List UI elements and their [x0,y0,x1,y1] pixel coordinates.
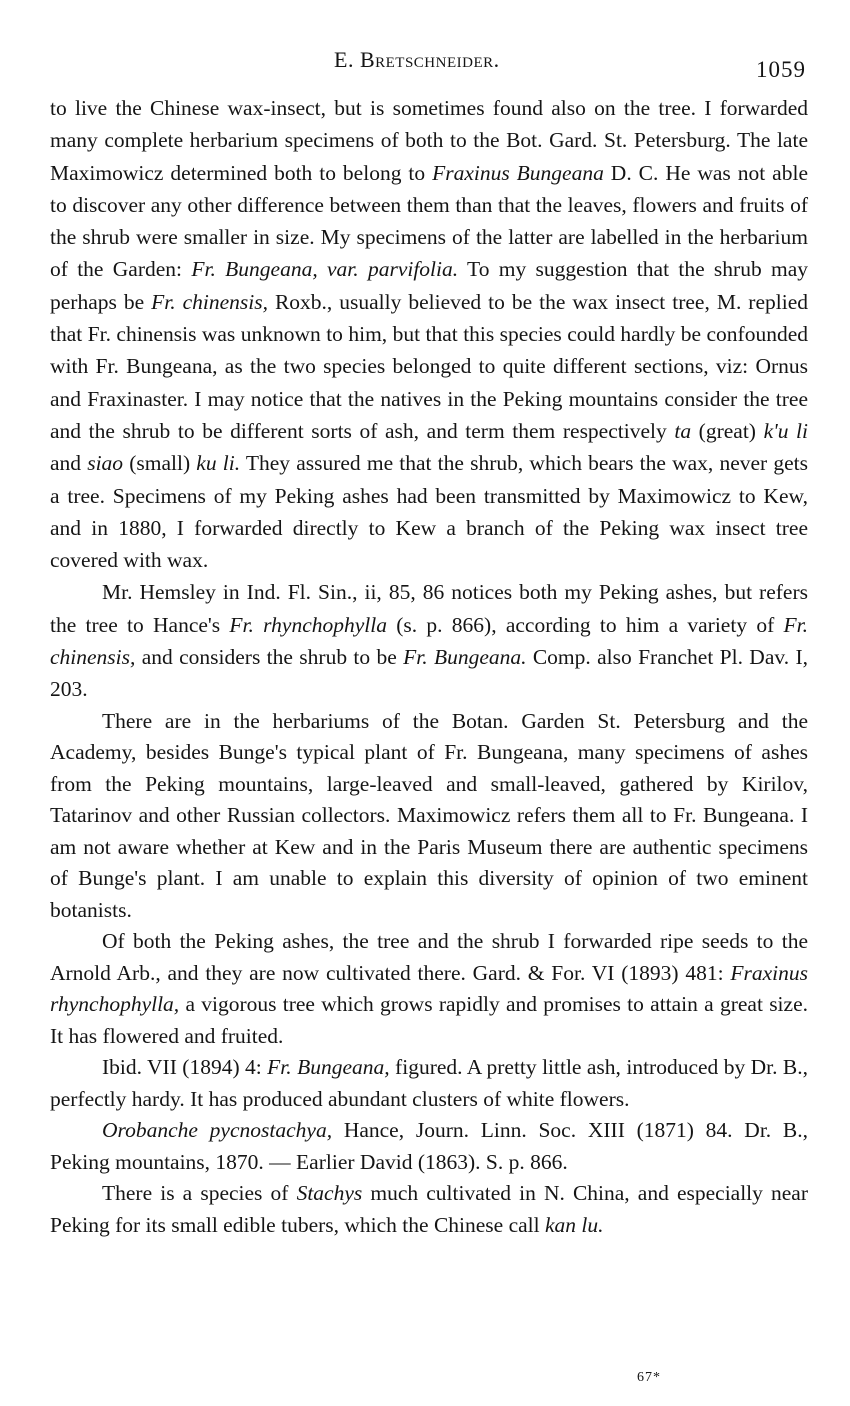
paragraph [50,1178,808,1241]
text-segment: (s. p. 866), according to him a variety of [386,612,784,637]
text-segment: Ibid. VII (1894) 4: [102,1055,268,1080]
paragraph [50,1115,808,1178]
text-segment: There is a species of [102,1181,297,1206]
text-segment: To my suggestion that the shrub may perhaps be [50,257,809,314]
page-number: 1059 [756,57,806,82]
italic-text-segment: Orobanche pycnostachya, [102,1118,333,1143]
italic-text-segment: siao [87,451,124,476]
italic-text-segment: Fr. Bungeana, [267,1055,390,1080]
italic-text-segment: Fr. rhynchophylla [229,612,387,637]
text-segment: D. C. He was not able to discover any other difference between them than that the leaves, flowers and fruits of the shrub were smaller in size. My specimens of the latter are labelled in the herbarium of the Garden: [50,160,808,282]
text-segment: (great) [691,418,764,443]
italic-text-segment: Stachys [296,1181,363,1206]
italic-text-segment: Fraxinus rhynchophylla, [50,960,808,1017]
text-segment: much cultivated in N. China, and especially near Peking for its small edible tubers, which the Chinese call [50,1181,809,1237]
italic-text-segment: ku li. [196,451,241,476]
italic-text-segment: Fr. chinensis, [50,612,809,670]
paragraph [50,92,808,576]
italic-text-segment: ta [674,418,692,443]
text-segment: (small) [123,451,197,476]
signature-mark: 67* [637,1370,661,1385]
text-segment: They assured me that the shrub, which bears the wax, never gets a tree. Specimens of my Peking ashes had been transmitted by Maximowicz to Kew, and in 1880, I forwarded directly to Kew a branch of the Peking wax insect tree covered with wax. [50,451,808,573]
text-segment: and [50,451,88,476]
text-segment: Comp. also Franchet Pl. Dav. I, 203. [50,645,808,702]
text-segment: to live the Chinese wax-insect, but is sometimes found also on the tree. I forwarded many complete herbarium specimens of both to the Bot. Gard. St. Petersburg. The late Maximowicz determined both to belong to [50,96,808,185]
paragraph [50,576,808,705]
italic-text-segment: Fraxinus Bungeana [432,160,604,185]
running-head [0,45,850,85]
text-segment: figured. A pretty little ash, introduced by Dr. B., perfectly hardy. It has produced abundant clusters of white flowers. [50,1055,808,1111]
italic-text-segment: Fr. Bungeana, var. parvifolia. [191,257,459,282]
running-head-author: E. Bretschneider. [334,47,500,72]
italic-text-segment: Fr. Bungeana. [403,645,527,670]
text-segment: Hance, Journ. Linn. Soc. XIII (1871) 84. Dr. B., Peking mountains, 1870. — Earlier David (1863). S. p. 866. [50,1118,809,1174]
text-segment: a vigorous tree which grows rapidly and promises to attain a great size. It has flowered and fruited. [50,992,808,1048]
text-segment: Roxb., usually believed to be the wax insect tree, M. replied that Fr. chinensis was unknown to him, but that this species could hardly be confounded with Fr. Bungeana, as the two species belonged to quite different sections, viz: Ornus and Fraxinaster. I may notice that the natives in the Peking mountains consider the tree and the shrub to be different sorts of ash, and term them respectively [50,289,808,443]
italic-text-segment: k'u li [763,418,808,443]
text-segment: Mr. Hemsley in Ind. Fl. Sin., ii, 85, 86 notices both my Peking ashes, but refers the tree to Hance's [50,580,808,637]
body-text [50,92,808,1241]
italic-text-segment: Fr. chinensis, [151,289,268,314]
text-segment: There are in the herbariums of the Botan. Garden St. Petersburg and the Academy, besides Bunge's typical plant of Fr. Bungeana, many specimens of ashes from the Peking mountains, large-leaved and small-leaved, gathered by Kirilov, Tatarinov and other Russian collectors. Maximowicz refers them all to Fr. Bungeana. I am not aware whether at Kew and in the Paris Museum there are authentic specimens of Bunge's plant. I am unable to explain this diversity of opinion of two eminent botanists. [50,708,808,922]
paragraph [50,1052,808,1115]
italic-text-segment: kan lu. [545,1212,604,1237]
paragraph [50,706,808,927]
text-segment: and considers the shrub to be [135,645,404,670]
paragraph [50,926,808,1052]
text-segment: Of both the Peking ashes, the tree and the shrub I forwarded ripe seeds to the Arnold Arb., and they are now cultivated there. Gard. & For. VI (1893) 481: [50,929,808,985]
